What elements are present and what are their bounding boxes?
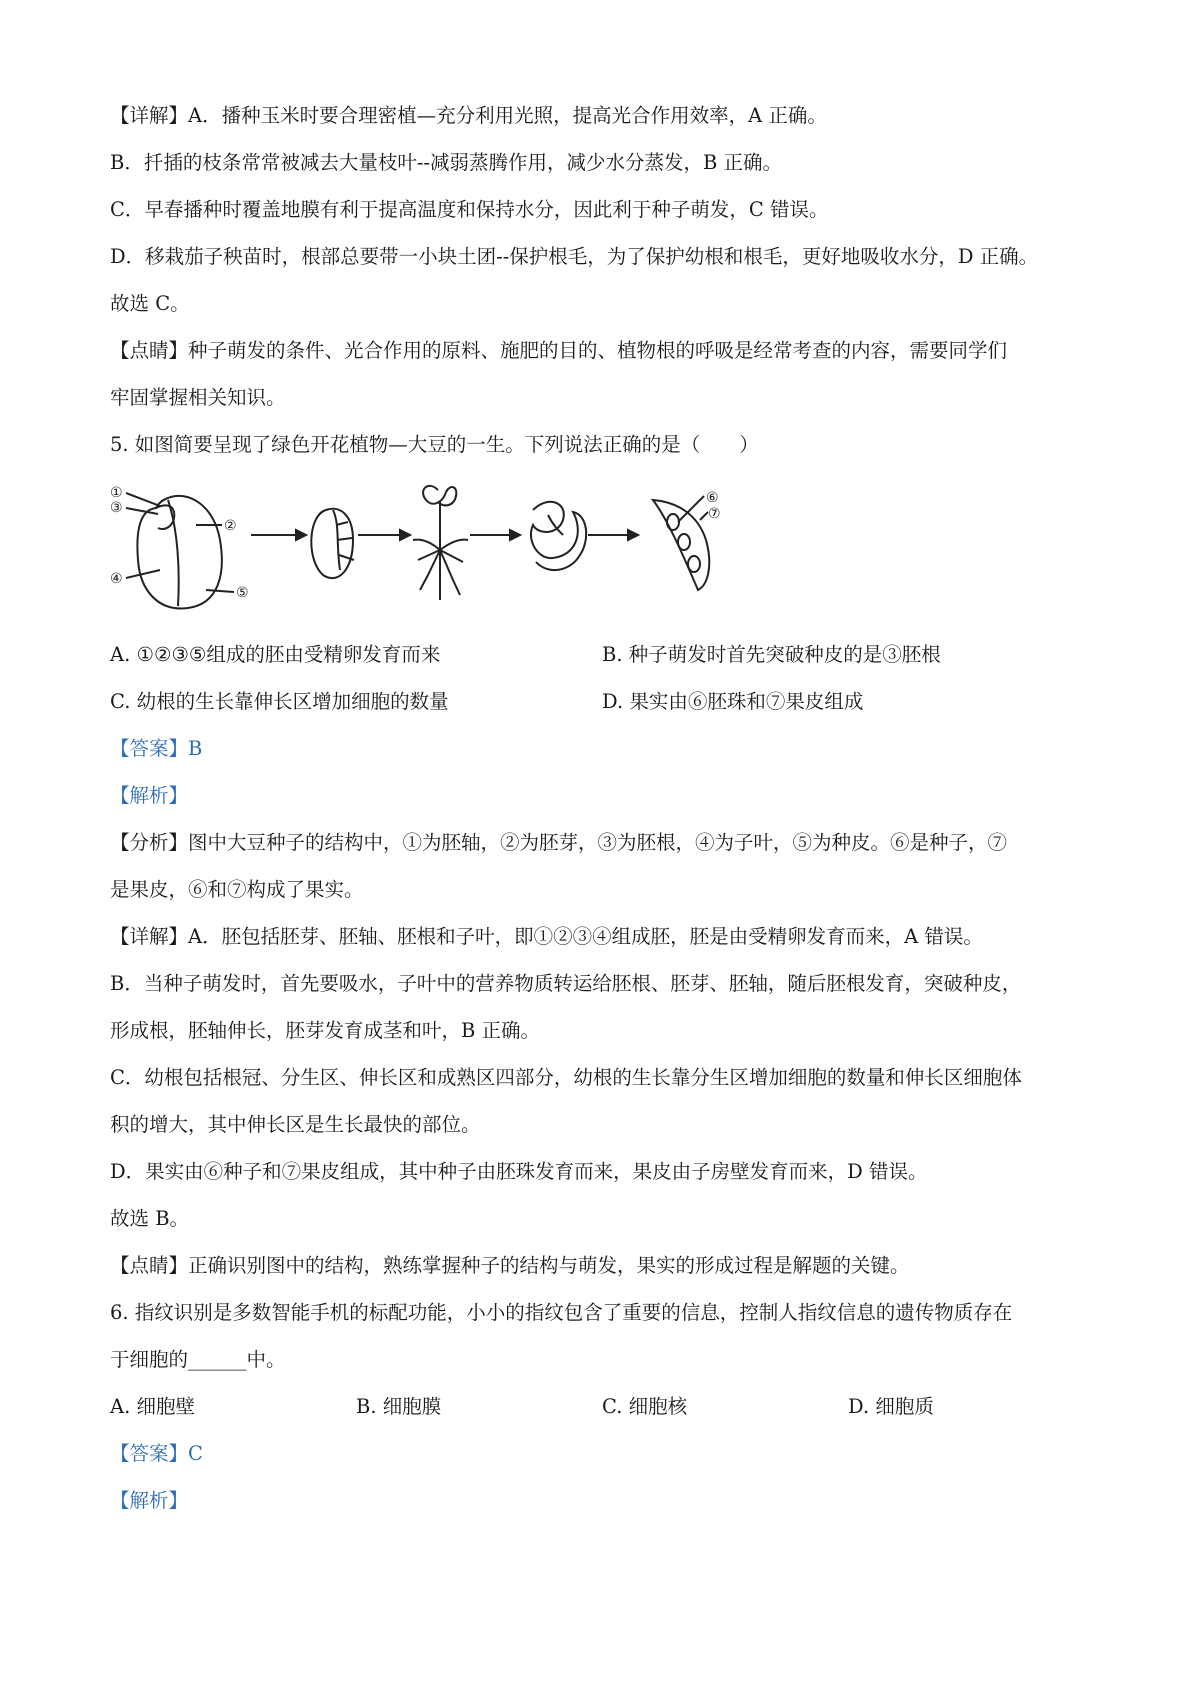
analysis-heading: 【解析】 — [110, 784, 189, 807]
soybean-lifecycle-diagram — [108, 480, 788, 615]
text-line: 是果皮，⑥和⑦构成了果实。 — [110, 878, 364, 901]
text-line: B．当种子萌发时，首先要吸水，子叶中的营养物质转运给胚根、胚芽、胚轴，随后胚根发育，突破种皮， — [110, 972, 1022, 995]
q6-option-a: A. 细胞壁 — [110, 1395, 195, 1418]
label-2: ② — [224, 518, 237, 534]
bean-pod — [653, 500, 709, 590]
text-line: D．果实由⑥种子和⑦果皮组成，其中种子由胚珠发育而来，果皮由子房壁发育而来，D 错误。 — [110, 1160, 928, 1183]
flower — [531, 502, 586, 570]
text-line: 故选 B。 — [110, 1207, 190, 1230]
answer-label: 【答案】B — [110, 737, 203, 760]
option-a: A. ①②③⑤组成的胚由受精卵发育而来 — [110, 643, 441, 666]
q6-answer-label: 【答案】C — [110, 1442, 203, 1465]
q6-option-b: B. 细胞膜 — [356, 1395, 442, 1418]
text-line: 牢固掌握相关知识。 — [110, 386, 286, 409]
question-6-stem-cont: 于细胞的______中。 — [110, 1348, 286, 1371]
question-6-stem: 6. 指纹识别是多数智能手机的标配功能，小小的指纹包含了重要的信息，控制人指纹信息的遗传物质存在 — [110, 1301, 1013, 1324]
label-6: ⑥ — [706, 490, 719, 506]
option-c: C. 幼根的生长靠伸长区增加细胞的数量 — [110, 690, 449, 713]
q6-analysis-heading: 【解析】 — [110, 1489, 189, 1512]
text-line: 【详解】A．播种玉米时要合理密植—充分利用光照，提高光合作用效率，A 正确。 — [110, 104, 827, 127]
label-1: ① — [110, 485, 123, 501]
text-line: 故选 C。 — [110, 292, 190, 315]
text-line: 积的增大，其中伸长区是生长最快的部位。 — [110, 1113, 481, 1136]
option-d: D. 果实由⑥胚珠和⑦果皮组成 — [602, 690, 864, 713]
label-5: ⑤ — [236, 585, 249, 601]
text-line: C．幼根包括根冠、分生区、伸长区和成熟区四部分，幼根的生长靠分生区增加细胞的数量和伸长区细胞体 — [110, 1066, 1022, 1089]
text-line: B．扦插的枝条常常被减去大量枝叶--减弱蒸腾作用，减少水分蒸发，B 正确。 — [110, 151, 783, 174]
label-7: ⑦ — [708, 506, 721, 522]
text-line: 【点睛】正确识别图中的结构，熟练掌握种子的结构与萌发，果实的形成过程是解题的关键。 — [110, 1254, 910, 1277]
text-line: 【分析】图中大豆种子的结构中，①为胚轴，②为胚芽，③为胚根，④为子叶，⑤为种皮。⑥是种子，⑦ — [110, 831, 1008, 854]
q6-option-d: D. 细胞质 — [848, 1395, 934, 1418]
question-5-stem: 5. 如图简要呈现了绿色开花植物—大豆的一生。下列说法正确的是（ ） — [110, 433, 759, 456]
option-b: B. 种子萌发时首先突破种皮的是③胚根 — [602, 643, 941, 666]
q6-option-c: C. 细胞核 — [602, 1395, 688, 1418]
text-line: 【点睛】种子萌发的条件、光合作用的原料、施肥的目的、植物根的呼吸是经常考查的内容，需要同学们 — [110, 339, 1008, 362]
text-line: D．移栽茄子秧苗时，根部总要带一小块土团--保护根毛，为了保护幼根和根毛，更好地吸收水分，D 正确。 — [110, 245, 1039, 268]
text-line: C．早春播种时覆盖地膜有利于提高温度和保持水分，因此利于种子萌发，C 错误。 — [110, 198, 829, 221]
label-4: ④ — [110, 571, 123, 587]
text-line: 形成根，胚轴伸长，胚芽发育成茎和叶，B 正确。 — [110, 1019, 541, 1042]
text-line: 【详解】A．胚包括胚芽、胚轴、胚根和子叶，即①②③④组成胚，胚是由受精卵发育而来，A 错误。 — [110, 925, 983, 948]
germinating-seed — [311, 509, 353, 578]
label-3: ③ — [110, 500, 123, 516]
